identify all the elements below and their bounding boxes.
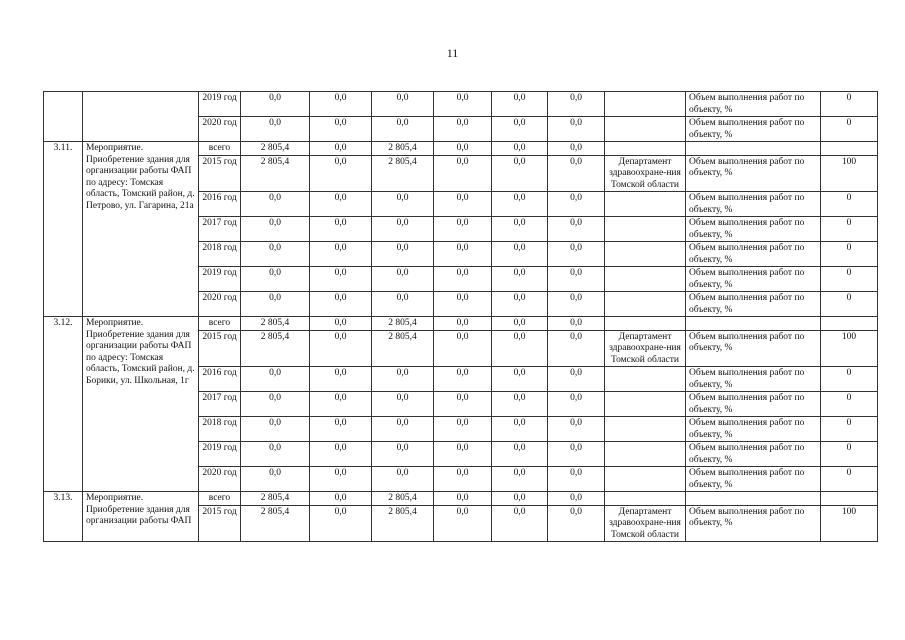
value-cell: 0,0 [492, 392, 548, 417]
responsible-department-cell: Департамент здравоохране-ния Томской области [605, 155, 686, 192]
value-cell: 0,0 [434, 142, 492, 156]
value-cell: 0,0 [492, 267, 548, 292]
indicator-cell: Объем выполнения работ по объекту, % [686, 155, 821, 192]
target-value-cell [821, 317, 878, 331]
value-cell: 0,0 [310, 242, 372, 267]
year-cell: 2017 год [199, 217, 241, 242]
year-cell: 2015 год [199, 155, 241, 192]
value-cell: 0,0 [434, 467, 492, 492]
year-cell: 2019 год [199, 92, 241, 117]
value-cell: 0,0 [548, 317, 605, 331]
value-cell: 2 805,4 [241, 505, 310, 542]
value-cell: 0,0 [310, 217, 372, 242]
value-cell: 0,0 [372, 192, 434, 217]
value-cell: 0,0 [434, 505, 492, 542]
value-cell: 0,0 [492, 142, 548, 156]
value-cell: 0,0 [492, 367, 548, 392]
value-cell: 0,0 [310, 155, 372, 192]
target-value-cell: 100 [821, 155, 878, 192]
value-cell: 0,0 [310, 442, 372, 467]
table-row [44, 317, 878, 331]
responsible-empty-cell [605, 367, 686, 392]
value-cell: 0,0 [492, 217, 548, 242]
responsible-empty-cell [605, 217, 686, 242]
responsible-empty-cell [605, 267, 686, 292]
value-cell: 0,0 [548, 155, 605, 192]
value-cell: 0,0 [548, 442, 605, 467]
value-cell: 0,0 [310, 92, 372, 117]
indicator-cell [686, 492, 821, 506]
target-value-cell: 0 [821, 367, 878, 392]
value-cell: 2 805,4 [372, 155, 434, 192]
value-cell: 2 805,4 [241, 317, 310, 331]
indicator-cell [686, 142, 821, 156]
item-number-cell: 3.12. [44, 317, 83, 492]
target-value-cell: 0 [821, 217, 878, 242]
program-table [43, 91, 878, 542]
value-cell: 0,0 [241, 417, 310, 442]
value-cell: 2 805,4 [372, 330, 434, 367]
value-cell: 0,0 [372, 267, 434, 292]
value-cell: 0,0 [434, 92, 492, 117]
value-cell: 0,0 [241, 467, 310, 492]
value-cell: 0,0 [548, 505, 605, 542]
activity-description-cell: Мероприятие. Приобретение здания для организации работы ФАП [83, 492, 199, 542]
value-cell: 0,0 [241, 217, 310, 242]
year-cell: 2015 год [199, 505, 241, 542]
value-cell: 0,0 [434, 155, 492, 192]
value-cell: 0,0 [434, 330, 492, 367]
value-cell: 0,0 [548, 142, 605, 156]
responsible-empty-cell [605, 242, 686, 267]
indicator-cell: Объем выполнения работ по объекту, % [686, 330, 821, 367]
value-cell: 0,0 [492, 292, 548, 317]
target-value-cell: 0 [821, 192, 878, 217]
value-cell: 0,0 [372, 367, 434, 392]
year-cell: 2016 год [199, 367, 241, 392]
value-cell: 0,0 [548, 367, 605, 392]
value-cell: 0,0 [492, 467, 548, 492]
target-value-cell: 0 [821, 267, 878, 292]
value-cell: 0,0 [492, 492, 548, 506]
value-cell: 0,0 [492, 417, 548, 442]
value-cell: 0,0 [434, 392, 492, 417]
value-cell: 0,0 [434, 442, 492, 467]
value-cell: 0,0 [241, 292, 310, 317]
value-cell: 0,0 [310, 117, 372, 142]
target-value-cell: 0 [821, 392, 878, 417]
value-cell: 0,0 [434, 492, 492, 506]
value-cell: 0,0 [310, 192, 372, 217]
value-cell: 0,0 [434, 292, 492, 317]
table-row [44, 92, 878, 117]
indicator-cell: Объем выполнения работ по объекту, % [686, 505, 821, 542]
indicator-cell: Объем выполнения работ по объекту, % [686, 117, 821, 142]
responsible-department-cell: Департамент здравоохране-ния Томской области [605, 330, 686, 367]
item-number-cell [44, 92, 83, 142]
indicator-cell: Объем выполнения работ по объекту, % [686, 217, 821, 242]
value-cell: 0,0 [548, 242, 605, 267]
value-cell: 0,0 [492, 117, 548, 142]
value-cell: 0,0 [548, 217, 605, 242]
year-cell: 2020 год [199, 117, 241, 142]
value-cell: 2 805,4 [241, 492, 310, 506]
indicator-cell: Объем выполнения работ по объекту, % [686, 417, 821, 442]
value-cell: 0,0 [372, 467, 434, 492]
value-cell: 0,0 [372, 242, 434, 267]
year-cell: 2019 год [199, 442, 241, 467]
value-cell: 0,0 [372, 92, 434, 117]
table-row [44, 492, 878, 506]
indicator-cell [686, 317, 821, 331]
indicator-cell: Объем выполнения работ по объекту, % [686, 367, 821, 392]
target-value-cell: 100 [821, 505, 878, 542]
value-cell: 0,0 [548, 92, 605, 117]
value-cell: 0,0 [241, 117, 310, 142]
value-cell: 0,0 [310, 330, 372, 367]
value-cell: 0,0 [434, 367, 492, 392]
value-cell: 0,0 [241, 242, 310, 267]
value-cell: 0,0 [492, 317, 548, 331]
responsible-department-cell: Департамент здравоохране-ния Томской области [605, 505, 686, 542]
year-cell: 2018 год [199, 242, 241, 267]
activity-description-cell: Мероприятие. Приобретение здания для организации работы ФАП по адресу: Томская область, Томский район, д. Борики, ул. Школьная, 1г [83, 317, 199, 492]
value-cell: 0,0 [241, 192, 310, 217]
value-cell: 0,0 [310, 392, 372, 417]
target-value-cell: 0 [821, 417, 878, 442]
year-cell: 2015 год [199, 330, 241, 367]
year-cell: 2018 год [199, 417, 241, 442]
year-cell: 2016 год [199, 192, 241, 217]
indicator-cell: Объем выполнения работ по объекту, % [686, 192, 821, 217]
target-value-cell: 0 [821, 92, 878, 117]
indicator-cell: Объем выполнения работ по объекту, % [686, 92, 821, 117]
responsible-empty-cell [605, 92, 686, 117]
value-cell: 0,0 [310, 505, 372, 542]
value-cell: 0,0 [310, 267, 372, 292]
target-value-cell: 0 [821, 242, 878, 267]
activity-description-cell: Мероприятие. Приобретение здания для организации работы ФАП по адресу: Томская область, Томский район, д. Петрово, ул. Гагарина, 21а [83, 142, 199, 317]
value-cell: 0,0 [434, 417, 492, 442]
value-cell: 2 805,4 [372, 142, 434, 156]
value-cell: 2 805,4 [241, 330, 310, 367]
value-cell: 0,0 [310, 492, 372, 506]
responsible-empty-cell [605, 317, 686, 331]
year-cell: всего [199, 317, 241, 331]
value-cell: 2 805,4 [372, 317, 434, 331]
value-cell: 0,0 [434, 267, 492, 292]
responsible-empty-cell [605, 117, 686, 142]
value-cell: 0,0 [434, 117, 492, 142]
value-cell: 0,0 [548, 267, 605, 292]
target-value-cell: 0 [821, 467, 878, 492]
target-value-cell: 0 [821, 117, 878, 142]
value-cell: 2 805,4 [241, 142, 310, 156]
value-cell: 0,0 [548, 392, 605, 417]
value-cell: 0,0 [492, 330, 548, 367]
responsible-empty-cell [605, 142, 686, 156]
year-cell: всего [199, 492, 241, 506]
responsible-empty-cell [605, 392, 686, 417]
value-cell: 0,0 [372, 292, 434, 317]
value-cell: 0,0 [372, 392, 434, 417]
value-cell: 0,0 [241, 267, 310, 292]
value-cell: 0,0 [310, 467, 372, 492]
target-value-cell: 0 [821, 442, 878, 467]
value-cell: 0,0 [241, 367, 310, 392]
value-cell: 0,0 [372, 217, 434, 242]
item-number-cell: 3.11. [44, 142, 83, 317]
indicator-cell: Объем выполнения работ по объекту, % [686, 392, 821, 417]
indicator-cell: Объем выполнения работ по объекту, % [686, 242, 821, 267]
value-cell: 0,0 [492, 92, 548, 117]
page-number: 11 [446, 46, 459, 60]
responsible-empty-cell [605, 492, 686, 506]
value-cell: 0,0 [241, 392, 310, 417]
value-cell: 0,0 [310, 292, 372, 317]
value-cell: 0,0 [372, 417, 434, 442]
table-row [44, 142, 878, 156]
value-cell: 0,0 [492, 155, 548, 192]
value-cell: 0,0 [492, 505, 548, 542]
value-cell: 0,0 [548, 117, 605, 142]
year-cell: 2020 год [199, 467, 241, 492]
value-cell: 0,0 [434, 192, 492, 217]
value-cell: 0,0 [548, 330, 605, 367]
value-cell: 0,0 [241, 92, 310, 117]
value-cell: 2 805,4 [372, 492, 434, 506]
value-cell: 0,0 [310, 142, 372, 156]
indicator-cell: Объем выполнения работ по объекту, % [686, 292, 821, 317]
value-cell: 0,0 [434, 242, 492, 267]
value-cell: 0,0 [310, 417, 372, 442]
value-cell: 0,0 [492, 242, 548, 267]
table-body [44, 92, 878, 542]
value-cell: 0,0 [241, 442, 310, 467]
responsible-empty-cell [605, 192, 686, 217]
value-cell: 0,0 [548, 192, 605, 217]
year-cell: 2020 год [199, 292, 241, 317]
value-cell: 0,0 [548, 492, 605, 506]
value-cell: 0,0 [492, 192, 548, 217]
value-cell: 0,0 [492, 442, 548, 467]
value-cell: 2 805,4 [372, 505, 434, 542]
year-cell: 2017 год [199, 392, 241, 417]
responsible-empty-cell [605, 442, 686, 467]
responsible-empty-cell [605, 467, 686, 492]
responsible-empty-cell [605, 417, 686, 442]
value-cell: 0,0 [548, 417, 605, 442]
value-cell: 0,0 [372, 117, 434, 142]
target-value-cell [821, 142, 878, 156]
activity-description-cell [83, 92, 199, 142]
value-cell: 2 805,4 [241, 155, 310, 192]
value-cell: 0,0 [548, 467, 605, 492]
value-cell: 0,0 [548, 292, 605, 317]
value-cell: 0,0 [310, 317, 372, 331]
target-value-cell: 100 [821, 330, 878, 367]
responsible-empty-cell [605, 292, 686, 317]
target-value-cell: 0 [821, 292, 878, 317]
indicator-cell: Объем выполнения работ по объекту, % [686, 442, 821, 467]
indicator-cell: Объем выполнения работ по объекту, % [686, 267, 821, 292]
value-cell: 0,0 [434, 217, 492, 242]
item-number-cell: 3.13. [44, 492, 83, 542]
value-cell: 0,0 [434, 317, 492, 331]
year-cell: 2019 год [199, 267, 241, 292]
value-cell: 0,0 [310, 367, 372, 392]
value-cell: 0,0 [372, 442, 434, 467]
year-cell: всего [199, 142, 241, 156]
indicator-cell: Объем выполнения работ по объекту, % [686, 467, 821, 492]
target-value-cell [821, 492, 878, 506]
